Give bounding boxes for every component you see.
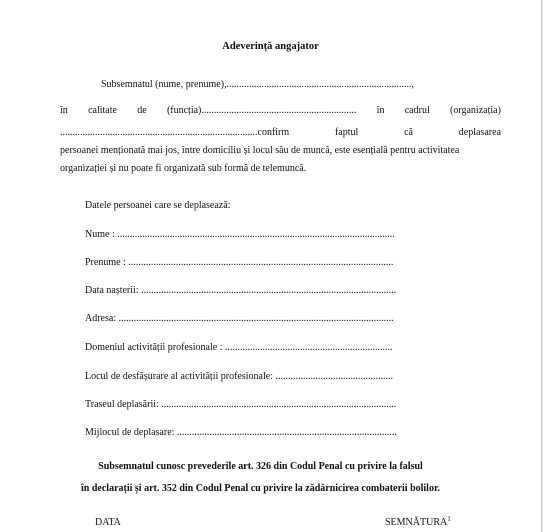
document-title: Adeverință angajator [222, 41, 319, 52]
role-word: (organizația) [450, 105, 501, 116]
role-word: calitate [88, 105, 117, 116]
role-line [60, 105, 501, 117]
signature-text: SEMNĂTURA [385, 517, 448, 528]
field-adresa: Adresa: .............................................................................................................. [85, 313, 394, 324]
paragraph-line: persoanei menționată mai jos, între domiciliu și locul său de muncă, este esențială pentru activitatea [60, 145, 460, 156]
field-mijlocul-deplasare: Mijlocul de deplasare: ........................................................................................ [85, 427, 397, 438]
field-nume: Nume : ............................................................................................................... [85, 229, 395, 240]
date-label: DATA [95, 517, 121, 528]
role-function-field: (funcția).............................................................. [166, 105, 357, 116]
declaration-line-2: în declarații și art. 352 din Codul Penal cu privire la zădărnicirea combaterii bolilor. [81, 483, 440, 494]
role-word: de [137, 105, 147, 116]
paragraph-line: organizației și nu poate fi organizată sub formă de telemuncă. [60, 163, 307, 174]
section-heading: Datele persoanei care se deplasează: [85, 200, 231, 211]
confirm-word: faptul [334, 127, 359, 138]
footnote-mark: 1 [447, 515, 451, 523]
intro-line: Subsemnatul (nume, prenume),.........................................................................., [101, 79, 415, 90]
organization-field: ...............................................................................confirm [60, 127, 290, 138]
confirm-line [60, 127, 501, 139]
field-traseul-deplasarii: Traseul deplasării: .............................................................................................. [85, 399, 397, 410]
role-word: în [376, 105, 385, 116]
confirm-word: deplasarea [458, 127, 501, 138]
role-word: cadrul [404, 105, 430, 116]
field-data-nasterii: Data nașterii: ...................................................................................................... [85, 285, 397, 296]
confirm-word: că [404, 127, 413, 138]
role-word: în [60, 105, 68, 116]
field-domeniul-activitatii: Domeniul activității profesionale : ................................................................... [85, 342, 393, 353]
declaration-line-1: Subsemnatul cunosc prevederile art. 326 din Codul Penal cu privire la falsul [98, 461, 423, 472]
signature-label [385, 517, 451, 529]
field-locul-desfasurare: Locul de desfășurare al activității profesionale: ............................................... [85, 371, 393, 382]
field-prenume: Prenume : .......................................................................................................... [85, 257, 394, 268]
